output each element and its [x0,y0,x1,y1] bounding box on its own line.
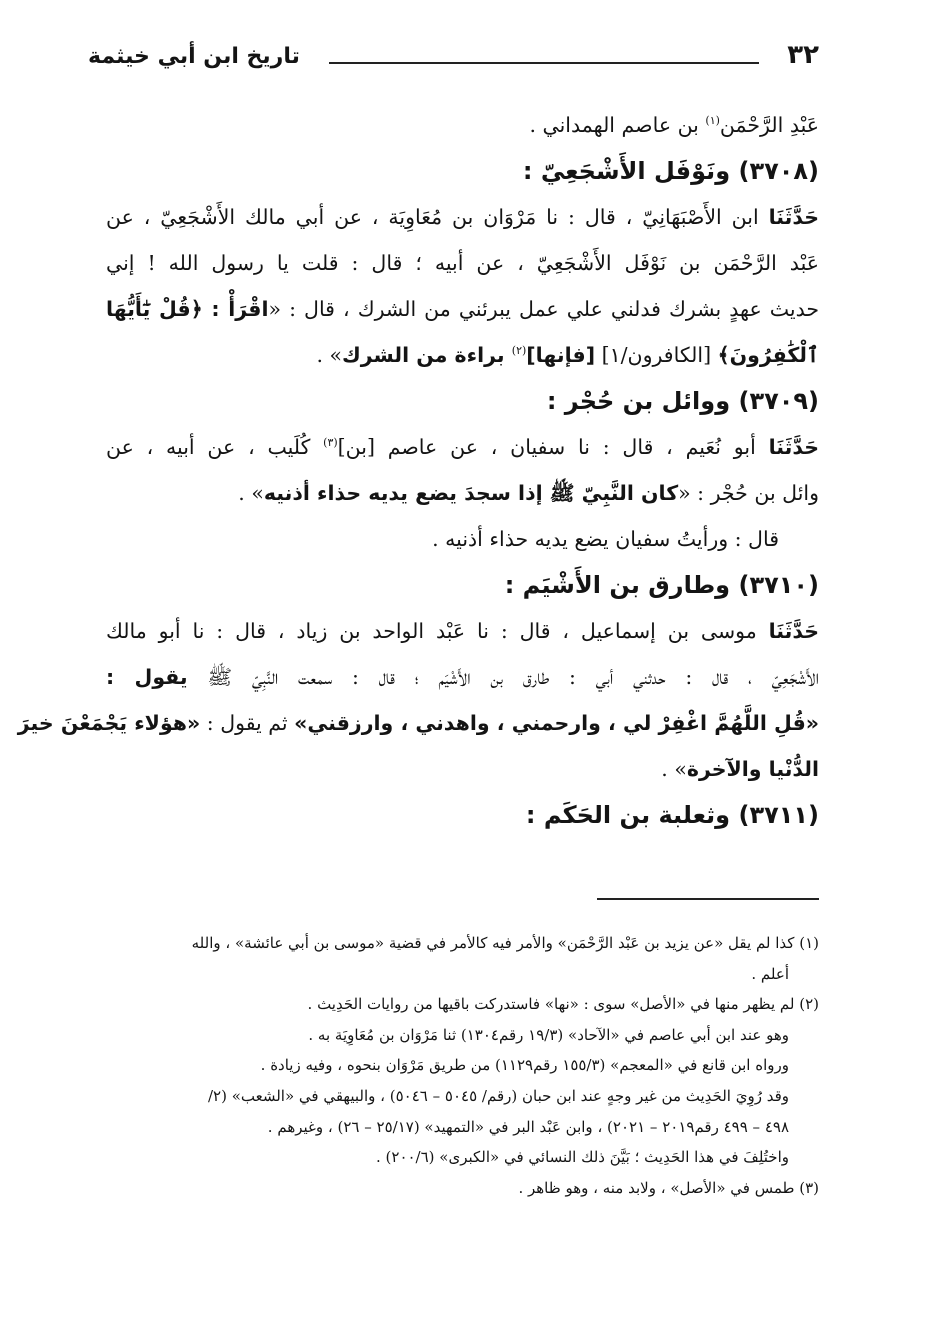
footnote-2-cont: وقد رُوِيَ الحَدِيث من غير وجهٍ عند ابن حبان (رقم/ ٥٠٤٥ – ٥٠٤٦) ، والبيهقي في «الشعب» (٢/ [207,1086,789,1105]
text-run: وائل بن حُجْر : « [678,481,819,505]
footnote-rule [597,898,819,900]
entry-heading-3709: (٣٧٠٩) ووائل بن حُجْر : [546,387,819,415]
text-run: موسى بن إسماعيل ، قال : نا عَبْد الواحد بن زياد ، قال : نا أبو مالك [106,619,769,643]
footnote-ref-1[interactable]: (١) [705,114,720,128]
footnote-1-cont: أعلم . [751,964,789,983]
text-line: قال : ورأيتُ سفيان يضع يديه حذاء أذنيه . [432,527,779,551]
hadith-text: براءة من الشرك [342,343,512,367]
haddathana-word: حَدَّثَنَا [768,619,819,643]
hadith-text: كان النَّبِيّ ﷺ إذا سجدَ يضع يديه حذاء أذنيه [263,481,679,505]
text-run: ثم يقول : [200,711,295,735]
text-run: عَبْدِ الرَّحْمَن [719,113,819,137]
bracketed-insertion: [فإنها] [526,343,596,367]
text-line [106,332,819,378]
text-run: الأَشْجَعِيّ ، قال : حدثني أبي : طارق بن الأَشْيَم ؛ قال : سمعت النَّبِيّ ﷺ [187,665,819,689]
header-rule [329,62,759,64]
text-run: » . [661,757,687,781]
footnote-2-cont: وهو عند ابن أبي عاصم في «الآحاد» (١٩/٣ رقم١٣٠٤) ثنا مَرْوَان بن مُعَاوِيَة به . [308,1025,789,1044]
hadith-text: «هؤلاء يَجْمَعْنَ خيرَ [17,711,201,735]
quran-quote: اقْرَأْ : ﴿قُلْ يَٰٓأَيُّهَا [106,297,269,321]
quran-quote: ٱلْكَٰفِرُونَ﴾ [717,343,819,367]
text-line [17,700,819,746]
entry-heading-3710: (٣٧١٠) وطارق بن الأَشْيَم : [504,571,819,599]
entry-heading-3711: (٣٧١١) وثعلبة بن الحَكَم : [525,801,819,829]
text-line [106,424,819,470]
text-line [106,608,819,654]
text-line [106,286,819,332]
text-run: حديث عهدٍ بشرك فدلني علي عمل يبرئني من الشرك ، قال : « [268,297,819,321]
book-title: تاريخ ابن أبي خيثمة [88,44,300,69]
page-number: ٣٢ [787,40,819,70]
footnote-ref-2[interactable]: (٢) [511,344,527,358]
main-text [17,102,819,838]
entry-heading-3708: (٣٧٠٨) ونَوْفَل الأَشْجَعِيّ : [522,157,819,185]
footnote-2-cont: واختُلِفَ في هذا الحَدِيث ؛ بَيَّنَ ذلك النسائي في «الكبرى» (٢٠٠/٦) . [376,1148,789,1167]
haddathana-word: حَدَّثَنَا [768,205,819,229]
footnote-2-cont: ورواه ابن قانع في «المعجم» (١٥٥/٣ رقم١١٢٩) من طريق مَرْوَان بنحوه ، وفيه زيادة . [260,1056,789,1075]
text-run: ابن الأَصْبَهَانِيّ ، قال : نا مَرْوَان بن مُعَاوِيَة ، عن أبي مالك الأَشْجَعِيّ ، عن [106,205,769,229]
text-line: عَبْد الرَّحْمَن بن نَوْفَل الأَشْجَعِيّ ، عن أبيه ؛ قال : قلت يا رسول الله ! إني [106,251,819,275]
text-line [106,746,819,792]
text-run: بن عاصم الهمداني . [529,113,706,137]
text-line [106,654,819,700]
hadith-text: الدُّنْيا والآخرة [686,757,819,781]
footnote-2: (٢) لم يظهر منها في «الأصل» سوى : «نها» فاستدركت باقيها من روايات الحَدِيث . [307,995,819,1014]
footnote-1: (١) كذا لم يقل «عن يزيد بن عَبْد الرَّحْمَن» والأمر فيه كالأمر في قضية «موسى بن أبي عائشة» ، والله [191,934,819,952]
text-run: أبو نُعَيم ، قال : نا سفيان ، عن عاصم [بن] [337,435,769,459]
footnote-ref-3[interactable]: (٣) [323,436,338,450]
text-run: » . [238,481,264,505]
hadith-text: «قُلِ اللَّهُمَّ اغْفِرْ لي ، وارحمني ، واهدني ، وارزقني» [294,711,819,735]
text-line [106,102,819,148]
text-line [106,194,819,240]
footnote-2-cont: ٤٩٨ – ٤٩٩ رقم٢٠١٩ – ٢٠٢١) ، وابن عَبْد البر في «التمهيد» (٢٥/١٧ – ٢٦) ، وغيرهم . [267,1117,789,1136]
footnote-3: (٣) طمس في «الأصل» ، ولابد منه ، وهو ظاهر . [518,1178,819,1197]
running-head [88,40,837,80]
footnotes [106,928,819,1203]
text-run: يقول : [106,665,188,689]
haddathana-word: حَدَّثَنَا [768,435,819,459]
text-line [106,470,819,516]
text-run: كُلَيب ، عن أبيه ، عن [106,435,324,459]
text-run: » . [316,343,343,367]
verse-reference: [الكافرون/١] [595,343,718,367]
